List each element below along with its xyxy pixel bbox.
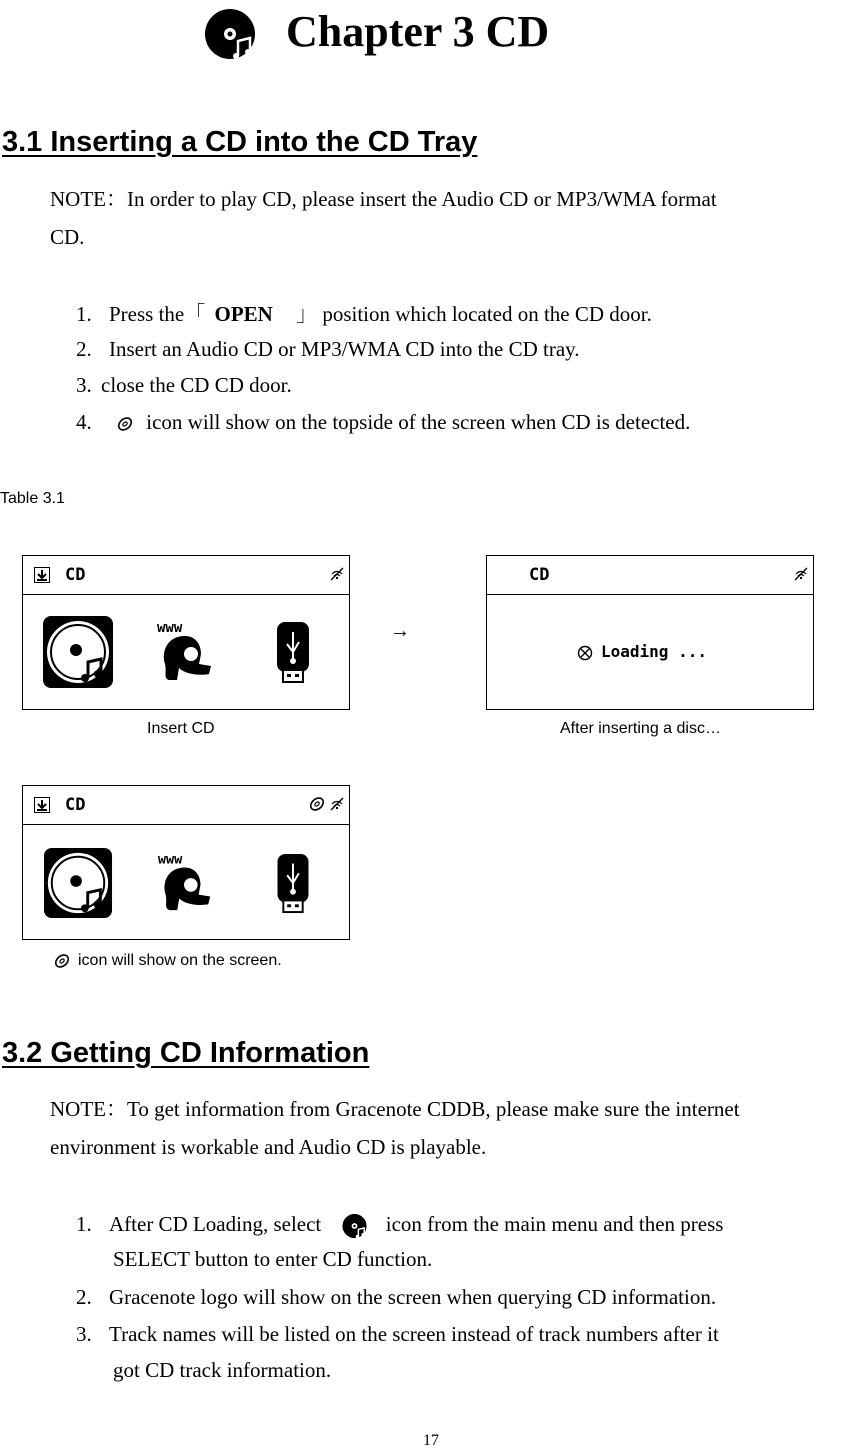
screen-loading	[486, 555, 814, 710]
screen-caption: Insert CD	[147, 720, 215, 737]
cd-menu-icon[interactable]	[43, 616, 113, 688]
disc-loading-icon	[577, 645, 593, 661]
table-label: Table 3.1	[0, 490, 65, 507]
note-line: NOTE：In order to play CD, please insert the Audio CD or MP3/WMA format	[50, 187, 717, 211]
note-paragraph-1	[50, 180, 862, 256]
list-item: 3. Track names will be listed on the screen instead of track numbers after it	[76, 1322, 719, 1346]
internet-radio-icon[interactable]	[155, 618, 215, 684]
page-number: 17	[423, 1432, 439, 1449]
note-line: NOTE：To get information from Gracenote CDDB, please make sure the internet	[50, 1097, 740, 1121]
screen-title: CD	[529, 565, 550, 585]
loading-indicator: Loading ...	[577, 642, 707, 661]
chapter-title: Chapter 3 CD	[286, 7, 550, 56]
section-heading-3-1: 3.1 Inserting a CD into the CD Tray	[2, 126, 478, 158]
screen-title-bar	[23, 786, 349, 825]
screen-insert-cd	[22, 555, 350, 710]
screen-cd-detected	[22, 785, 350, 940]
note-paragraph-2	[50, 1090, 862, 1166]
usb-icon[interactable]	[275, 620, 311, 684]
svg-text:www: www	[157, 851, 183, 868]
download-icon	[34, 797, 50, 813]
cd-music-icon	[202, 8, 260, 60]
cd-music-icon	[341, 1213, 369, 1239]
cd-menu-icon[interactable]	[43, 848, 113, 918]
screen-title-bar	[23, 556, 349, 595]
internet-radio-icon[interactable]	[155, 850, 215, 914]
svg-text:www: www	[157, 620, 183, 636]
disc-detected-icon	[52, 952, 72, 970]
list-item: 1. Press the「 OPEN 」 position which located on the CD door.	[76, 302, 652, 326]
section-heading-3-2: 3.2 Getting CD Information	[2, 1037, 370, 1069]
arrow-right-icon: →	[390, 620, 410, 642]
screen-title-bar	[487, 556, 813, 595]
no-network-icon	[329, 796, 345, 812]
note-line: CD.	[50, 225, 85, 249]
no-network-icon	[793, 566, 809, 582]
screen-caption: After inserting a disc…	[560, 720, 721, 737]
disc-detected-icon	[115, 415, 135, 433]
screen-title: CD	[65, 565, 86, 585]
list-item: 2. Insert an Audio CD or MP3/WMA CD into the CD tray.	[76, 337, 580, 361]
list-item: 2. Gracenote logo will show on the screen when querying CD information.	[76, 1285, 717, 1309]
list-item-continuation: SELECT button to enter CD function.	[113, 1247, 433, 1271]
screen-caption: icon will show on the screen.	[52, 952, 282, 970]
note-line: environment is workable and Audio CD is playable.	[50, 1135, 487, 1159]
list-item: 3. close the CD CD door.	[76, 373, 292, 397]
list-item-continuation: got CD track information.	[113, 1358, 332, 1382]
screen-title: CD	[65, 795, 86, 815]
list-item: 4. icon will show on the topside of the screen when CD is detected.	[76, 410, 691, 434]
download-icon	[34, 567, 50, 583]
usb-icon[interactable]	[275, 852, 311, 914]
disc-detected-icon	[307, 795, 327, 813]
no-network-icon	[329, 566, 345, 582]
list-item: 1. After CD Loading, select icon from the main menu and then press	[76, 1212, 723, 1239]
